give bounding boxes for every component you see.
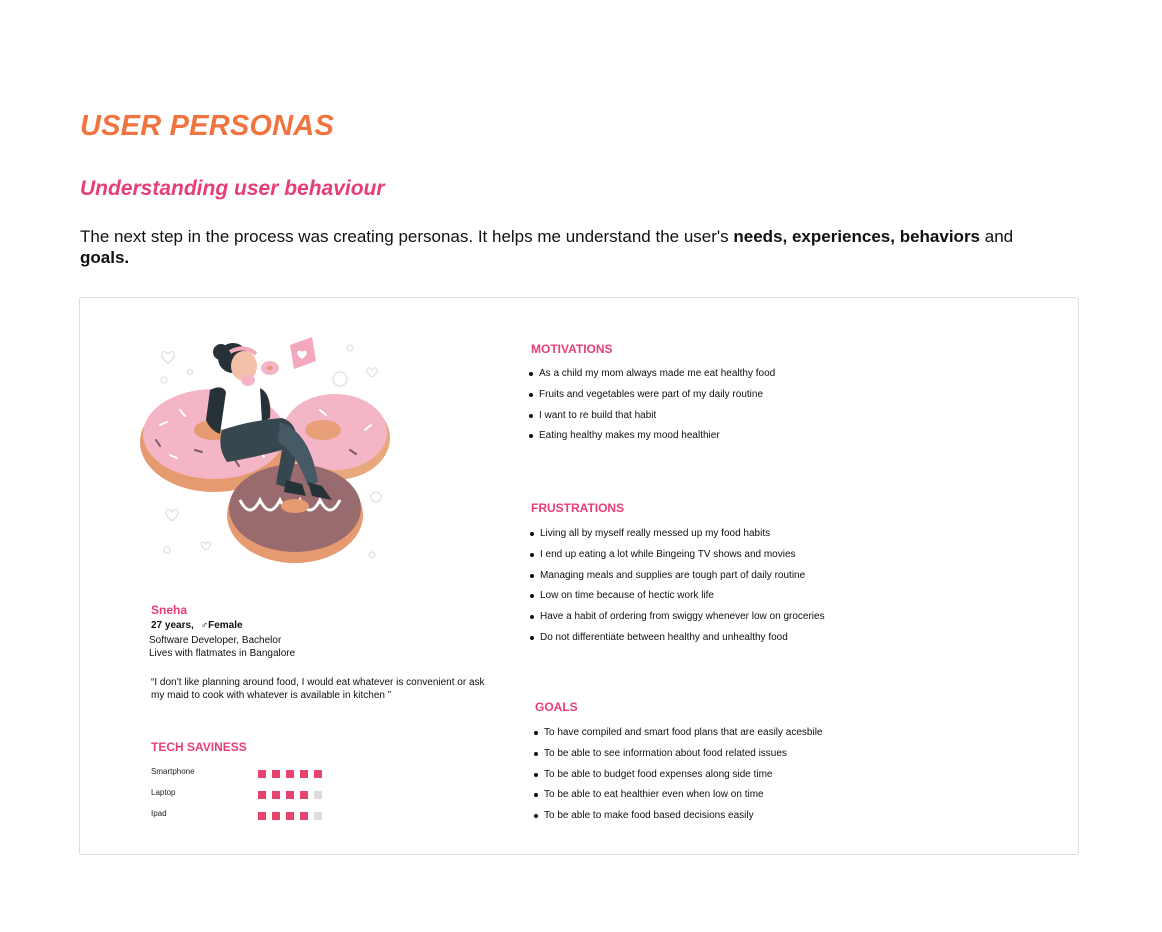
intro-bold-needs: needs, experiences, behaviors	[733, 227, 981, 246]
list-item: To have compiled and smart food plans that are easily acesbile	[534, 726, 823, 747]
list-item: Low on time because of hectic work life	[530, 589, 825, 610]
list-item: Living all by myself really messed up my food habits	[530, 527, 825, 548]
intro-and: and	[980, 227, 1014, 246]
rating-dot-on	[258, 791, 266, 799]
persona-name: Sneha	[151, 603, 188, 617]
rating-dot-on	[300, 770, 308, 778]
page-subtitle: Understanding user behaviour	[80, 177, 385, 200]
rating-dot-on	[300, 791, 308, 799]
motivations-title: MOTIVATIONS	[531, 342, 613, 356]
tech-label: Smartphone	[151, 767, 195, 776]
tech-row-smartphone	[151, 767, 341, 781]
motivations-list	[529, 367, 775, 450]
tech-rating-laptop	[258, 791, 322, 799]
goals-list	[534, 726, 823, 830]
intro-text: The next step in the process was creating personas. It helps me understand the user's	[80, 227, 734, 246]
list-item: Have a habit of ordering from swiggy whenever low on groceries	[530, 610, 825, 631]
rating-dot-on	[258, 812, 266, 820]
tech-rating-ipad	[258, 812, 322, 820]
tech-label: Laptop	[151, 788, 176, 797]
persona-occupation: Software Developer, Bachelor	[149, 635, 282, 646]
list-item: To be able to see information about food related issues	[534, 747, 823, 768]
list-item: Fruits and vegetables were part of my daily routine	[529, 388, 775, 409]
rating-dot-on	[286, 812, 294, 820]
rating-dot-on	[272, 812, 280, 820]
list-item: To be able to budget food expenses along side time	[534, 768, 823, 789]
persona-quote: “I don’t like planning around food, I would eat whatever is convenient or ask my maid to cook with whatever is available in kitchen ”	[151, 677, 485, 701]
tech-label: Ipad	[151, 809, 167, 818]
list-item: Managing meals and supplies are tough part of daily routine	[530, 569, 825, 590]
tech-rating-smartphone	[258, 770, 322, 778]
list-item: As a child my mom always made me eat healthy food	[529, 367, 775, 388]
list-item: To be able to eat healthier even when low on time	[534, 788, 823, 809]
tech-saviness-title: TECH SAVINESS	[151, 740, 247, 754]
page-title: USER PERSONAS	[80, 110, 334, 142]
rating-dot-on	[300, 812, 308, 820]
male-symbol-icon: ♂	[200, 620, 209, 631]
rating-dot-off	[314, 812, 322, 820]
rating-dot-off	[314, 791, 322, 799]
rating-dot-on	[314, 770, 322, 778]
woman-eating-donut-illustration	[140, 330, 400, 570]
list-item: Eating healthy makes my mood healthier	[529, 429, 775, 450]
list-item: Do not differentiate between healthy and unhealthy food	[530, 631, 825, 652]
tech-row-ipad	[151, 809, 341, 823]
goals-title: GOALS	[535, 700, 578, 714]
intro-bold-goals: goals.	[80, 248, 130, 267]
persona-age: 27 years,	[151, 620, 194, 631]
intro-paragraph	[80, 226, 1040, 268]
persona-gender: Female	[208, 620, 243, 631]
frustrations-list	[530, 527, 825, 652]
tech-row-laptop	[151, 788, 341, 802]
rating-dot-on	[286, 791, 294, 799]
rating-dot-on	[272, 791, 280, 799]
persona-age-gender	[151, 620, 243, 631]
list-item: I end up eating a lot while Bingeing TV shows and movies	[530, 548, 825, 569]
list-item: I want to re build that habit	[529, 409, 775, 430]
persona-living: Lives with flatmates in Bangalore	[149, 648, 296, 659]
list-item: To be able to make food based decisions easily	[534, 809, 823, 830]
frustrations-title: FRUSTRATIONS	[531, 501, 625, 515]
rating-dot-on	[258, 770, 266, 778]
rating-dot-on	[286, 770, 294, 778]
rating-dot-on	[272, 770, 280, 778]
